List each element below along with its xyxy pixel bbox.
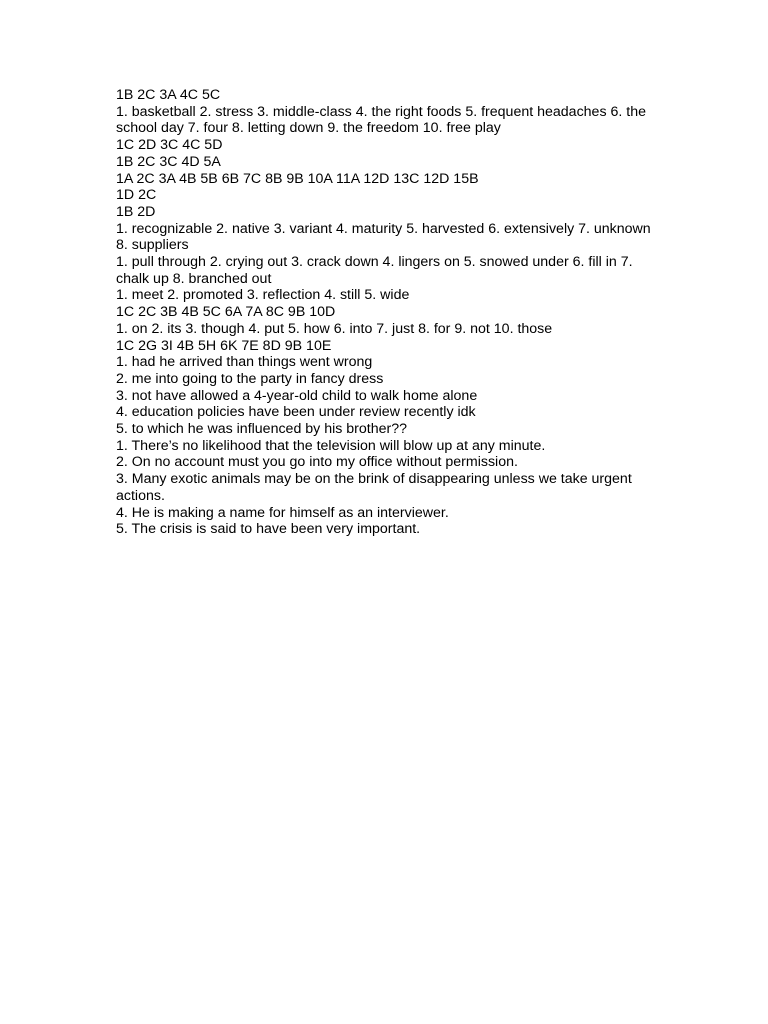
text-line-4: 1B 2C 3C 4D 5A xyxy=(116,153,221,170)
text-line-6: 1D 2C xyxy=(116,187,157,204)
text-line-20: 2. On no account must you go into my office without permission. xyxy=(116,454,518,471)
text-line-8: 1. recognizable 2. native 3. variant 4. maturity 5. harvested 6. extensively 7. unknown 8. suppliers xyxy=(116,220,651,254)
text-line-2: 1. basketball 2. stress 3. middle-class 4. the right foods 5. frequent headaches 6. the school day 7. four 8. letting down 9. the freedom 10. free play xyxy=(116,103,646,137)
text-line-14: 1. had he arrived than things went wrong xyxy=(116,354,373,371)
text-line-19: 1. There’s no likelihood that the television will blow up at any minute. xyxy=(116,437,546,454)
text-line-12: 1. on 2. its 3. though 4. put 5. how 6. into 7. just 8. for 9. not 10. those xyxy=(116,320,553,337)
text-line-11: 1C 2C 3B 4B 5C 6A 7A 8C 9B 10D xyxy=(116,304,336,321)
text-line-18: 5. to which he was influenced by his brother?? xyxy=(116,421,408,438)
text-line-5: 1A 2C 3A 4B 5B 6B 7C 8B 9B 10A 11A 12D 13C 12D 15B xyxy=(116,170,479,187)
text-line-17: 4. education policies have been under review recently idk xyxy=(116,404,476,421)
text-line-9: 1. pull through 2. crying out 3. crack down 4. lingers on 5. snowed under 6. fill in 7. chalk up 8. branched out xyxy=(116,254,633,287)
text-line-13: 1C 2G 3I 4B 5H 6K 7E 8D 9B 10E xyxy=(116,337,332,354)
text-line-16: 3. not have allowed a 4-year-old child to walk home alone xyxy=(116,387,478,404)
text-line-10: 1. meet 2. promoted 3. reflection 4. still 5. wide xyxy=(116,287,410,304)
answer-key-text xyxy=(116,87,656,538)
text-line-15: 2. me into going to the party in fancy dress xyxy=(116,370,384,387)
text-line-23: 5. The crisis is said to have been very important. xyxy=(116,521,421,538)
text-line-22: 4. He is making a name for himself as an interviewer. xyxy=(116,504,449,521)
text-line-3: 1C 2D 3C 4C 5D xyxy=(116,137,223,154)
text-line-1: 1B 2C 3A 4C 5C xyxy=(116,87,221,103)
text-line-7: 1B 2D xyxy=(116,203,156,220)
text-line-21: 3. Many exotic animals may be on the brink of disappearing unless we take urgent actions. xyxy=(116,471,632,504)
